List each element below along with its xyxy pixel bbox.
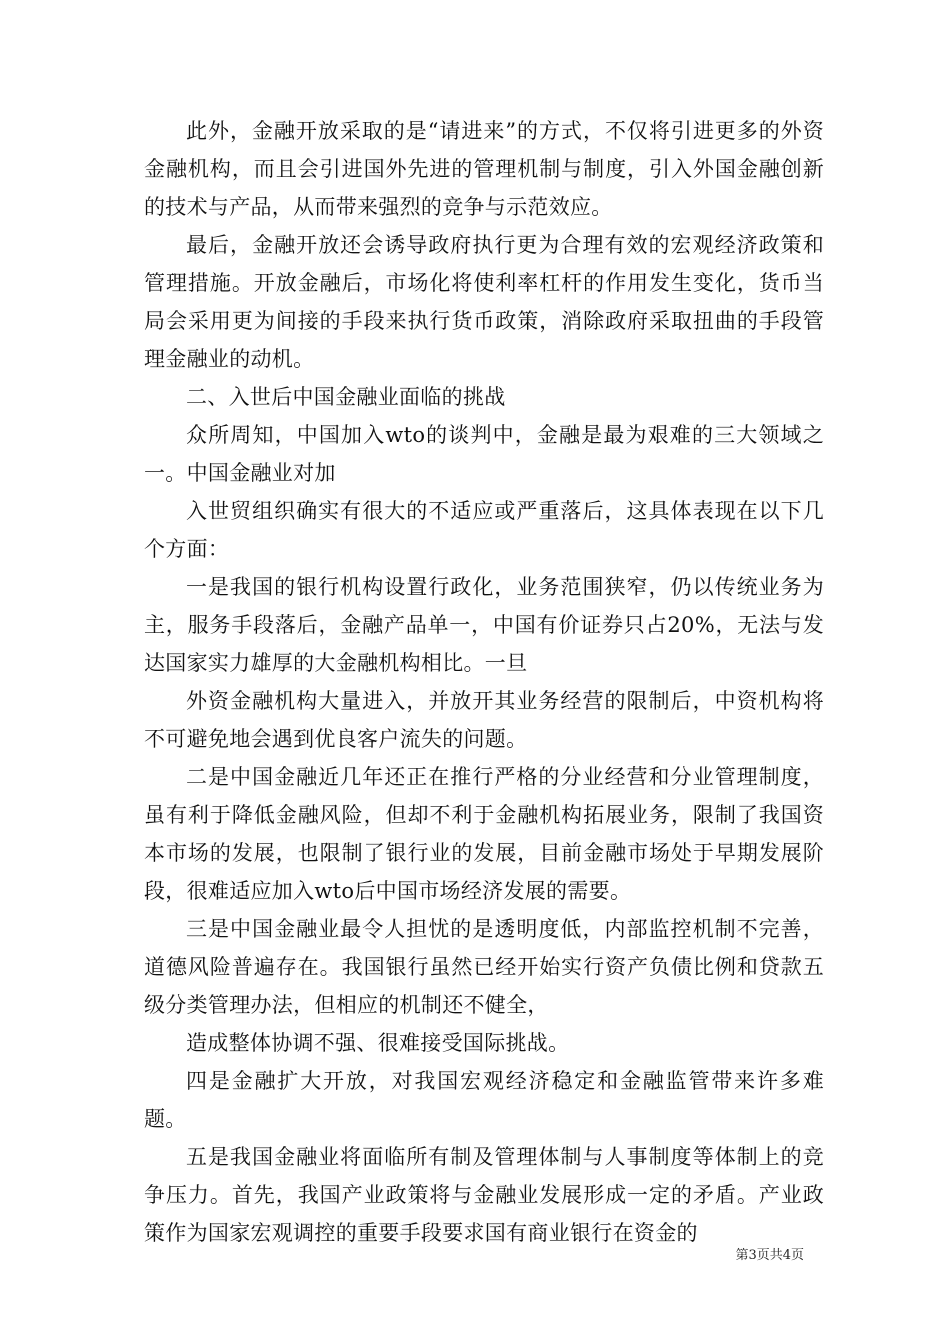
page-number: 第3页共4页: [735, 1248, 804, 1263]
paragraph-7: 二是中国金融近几年还正在推行严格的分业经营和分业管理制度，虽有利于降低金融风险，但却不利于金融机构拓展业务，限制了我国资本市场的发展，也限制了银行业的发展，目前金融市场处于早期发展阶段，很难适应加入wto后中国市场经济发展的需要。: [144, 765, 824, 903]
paragraph-6: 外资金融机构大量进入，并放开其业务经营的限制后，中资机构将不可避免地会遇到优良客户流失的问题。: [144, 689, 824, 751]
paragraph-4: 入世贸组织确实有很大的不适应或严重落后，这具体表现在以下几个方面：: [144, 499, 824, 561]
paragraph-5: 一是我国的银行机构设置行政化，业务范围狭窄，仍以传统业务为主，服务手段落后，金融产品单一，中国有价证券只占20%，无法与发达国家实力雄厚的大金融机构相比。一旦: [144, 575, 824, 675]
paragraph-1: 此外，金融开放采取的是“请进来”的方式，不仅将引进更多的外资金融机构，而且会引进国外先进的管理机制与制度，引入外国金融创新的技术与产品，从而带来强烈的竞争与示范效应。: [144, 119, 824, 219]
paragraph-9: 造成整体协调不强、很难接受国际挑战。: [186, 1031, 570, 1055]
paragraph-8: 三是中国金融业最令人担忧的是透明度低，内部监控机制不完善，道德风险普遍存在。我国银行虽然已经开始实行资产负债比例和贷款五级分类管理办法，但相应的机制还不健全，: [144, 917, 824, 1017]
paragraph-11: 五是我国金融业将面临所有制及管理体制与人事制度等体制上的竞争压力。首先，我国产业政策将与金融业发展形成一定的矛盾。产业政策作为国家宏观调控的重要手段要求国有商业银行在资金的: [144, 1145, 824, 1245]
document-body: [144, 112, 824, 1252]
paragraph-10: 四是金融扩大开放，对我国宏观经济稳定和金融监管带来许多难题。: [144, 1069, 824, 1131]
section-heading: 二、入世后中国金融业面临的挑战: [186, 385, 506, 409]
paragraph-2: 最后，金融开放还会诱导政府执行更为合理有效的宏观经济政策和管理措施。开放金融后，市场化将使利率杠杆的作用发生变化，货币当局会采用更为间接的手段来执行货币政策，消除政府采取扭曲的手段管理金融业的动机。: [144, 233, 824, 371]
paragraph-3: 众所周知，中国加入wto的谈判中，金融是最为艰难的三大领域之一。中国金融业对加: [144, 423, 824, 485]
